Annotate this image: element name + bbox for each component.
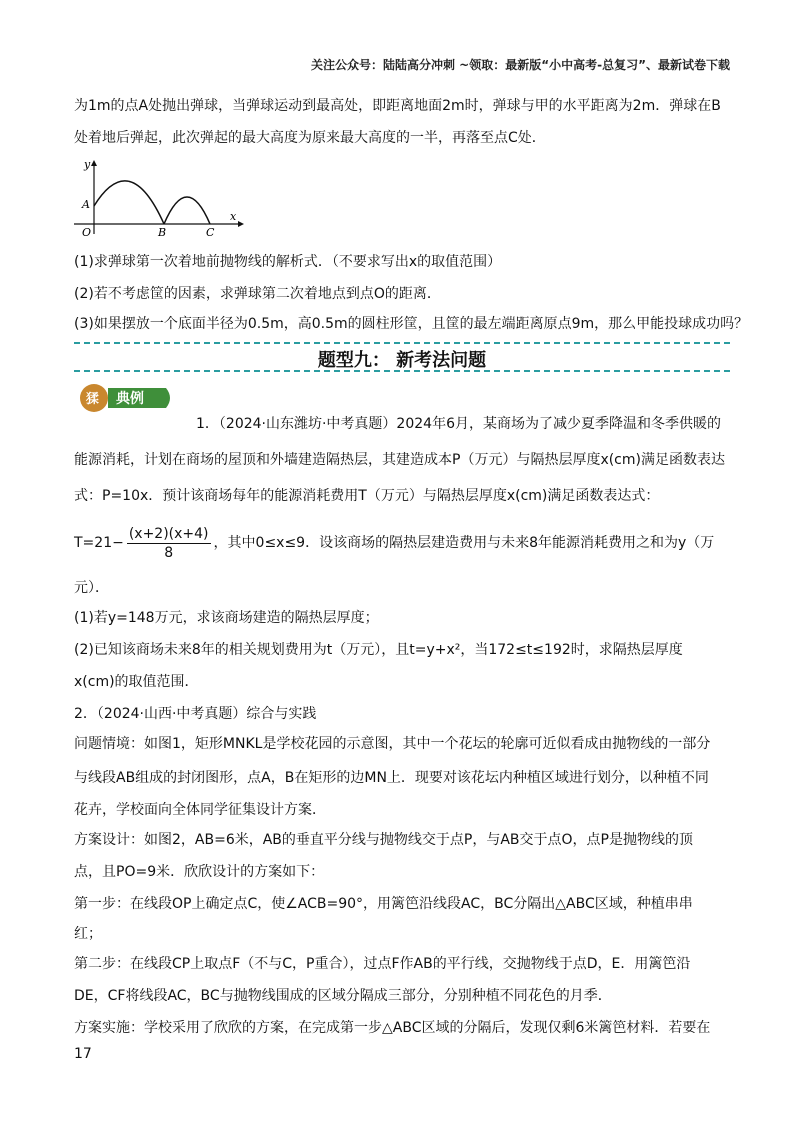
problem2-line-5: 方案设计：如图2，AB=6米，AB的垂直平分线与抛物线交于点P，与AB交于点O，点P是抛物线的顶 [74,832,693,848]
problem1-line-3: 式：P=10x．预计该商场每年的能源消耗费用T（万元）与隔热层厚度x(cm)满足函数表达式： [74,488,660,504]
formula-numerator: (x+2)(x+4) [128,525,209,542]
problem1-line-5: 元）． [74,580,109,596]
origin-label: O [82,226,92,238]
formula-left: T=21− [74,535,124,551]
question-2: (2)若不考虑筐的因素，求弹球第二次着地点到点O的距离． [74,286,441,302]
section-title-text: 题型九： 新考法问题 [317,350,487,371]
x-label: x [230,210,237,223]
page-header: 关注公众号：陆陆高分冲刺 ~领取：最新版“小中高考-总复习”、最新试卷下载 [311,58,730,72]
problem1-formula-line [74,524,714,562]
page-number: 17 [74,1046,92,1062]
problem2-line-4: 花卉，学校面向全体同学征集设计方案． [74,802,326,818]
problem2-line-11: 方案实施：学校采用了欣欣的方案，在完成第一步△ABC区域的分隔后，发现仅剩6米篱笆材料．若要在 [74,1020,711,1036]
second-arc [164,197,210,224]
formula-denominator: 8 [164,544,174,561]
y-axis-arrow [91,160,97,166]
first-arc [94,181,164,224]
point-a-label: A [82,198,90,211]
problem2-line-9: 第二步：在线段CP上取点F（不与C，P重合），过点F作AB的平行线，交抛物线于点D，E．用篱笆沿 [74,956,691,972]
example-badge [78,382,178,414]
x-axis-arrow [238,221,244,227]
intro-line-2: 处着地后弹起，此次弹起的最大高度为原来最大高度的一半，再落至点C处． [74,130,546,146]
y-label: y [84,158,91,171]
section-divider-bottom [74,370,730,372]
problem1-line-1: 1．（2024·山东潍坊·中考真题）2024年6月，某商场为了减少夏季降温和冬季供暖的 [196,416,721,432]
problem2-line-2: 问题情境：如图1，矩形MNKL是学校花园的示意图，其中一个花坛的轮廓可近似看成由抛物线的一部分 [74,736,711,752]
intro-line-1: 为1m的点A处抛出弹球，当弹球运动到最高处，即距离地面2m时，弹球与甲的水平距离为2m．弹球在B [74,98,721,114]
section-divider-top [74,342,730,344]
problem2-line-1: 2．（2024·山西·中考真题）综合与实践 [74,706,317,722]
problem1-question-2: (2)已知该商场未来8年的相关规划费用为t（万元），且t=y+x²，当172≤t≤192时，求隔热层厚度 [74,642,683,658]
problem1-question-1: (1)若y=148万元，求该商场建造的隔热层厚度； [74,610,379,626]
question-3: (3)如果摆放一个底面半径为0.5m，高0.5m的圆柱形筐，且筐的最左端距离原点9m，那么甲能投球成功吗？ [74,316,749,332]
badge-label: 典例 [116,391,144,407]
section-title [74,340,730,374]
trajectory-graph [70,158,250,238]
problem1-line-2: 能源消耗，计划在商场的屋顶和外墙建造隔热层，其建造成本P（万元）与隔热层厚度x(cm)满足函数表达 [74,452,725,468]
problem2-line-6: 点，且PO=9米．欣欣设计的方案如下： [74,864,325,880]
question-1: (1)求弹球第一次着地前抛物线的解析式．（不要求写出x的取值范围） [74,254,502,270]
point-b-label: B [158,226,167,238]
formula-fraction [127,525,211,562]
problem2-line-7: 第一步：在线段OP上确定点C，使∠ACB=90°，用篱笆沿线段AC，BC分隔出△ABC区域，种植串串 [74,896,693,912]
formula-right: ，其中0≤x≤9．设该商场的隔热层建造费用与未来8年能源消耗费用之和为y（万 [213,535,715,551]
problem2-line-8: 红； [74,926,102,942]
point-c-label: C [206,226,215,238]
problem1-question-2b: x(cm)的取值范围． [74,674,199,690]
problem2-line-3: 与线段AB组成的封闭图形，点A，B在矩形的边MN上．现要对该花坛内种植区域进行划分，以种植不同 [74,770,709,786]
badge-icon-text: 猱 [86,392,100,407]
problem2-line-10: DE，CF将线段AC，BC与抛物线围成的区域分隔成三部分，分别种植不同花色的月季． [74,988,612,1004]
